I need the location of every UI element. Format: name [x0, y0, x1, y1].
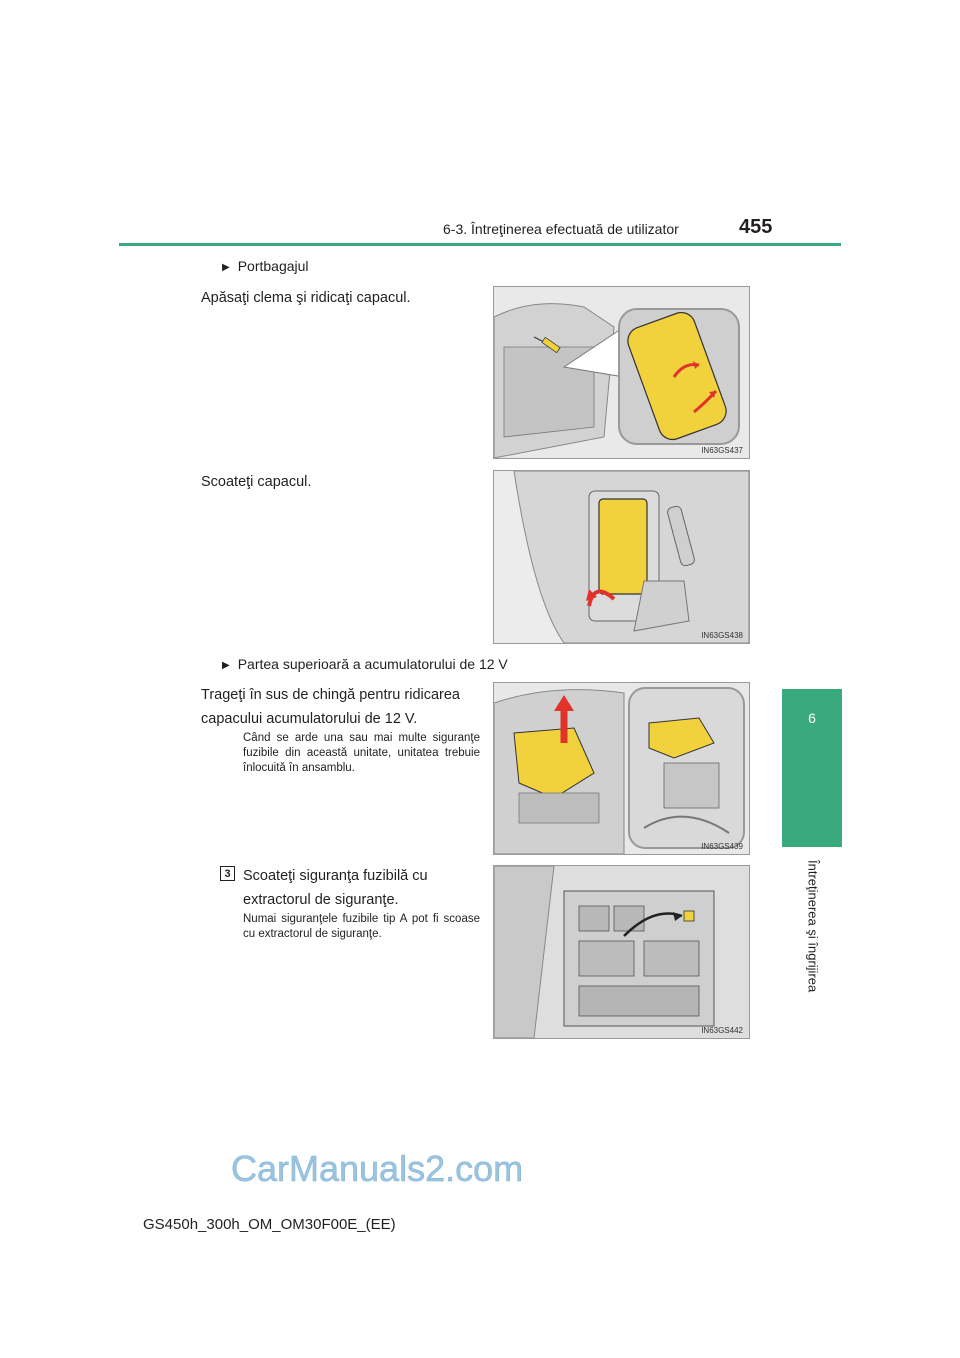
bullet-trunk: [222, 256, 309, 278]
step-press-clip: Apăsaţi clema şi ridicaţi capacul.: [201, 290, 411, 306]
remove-cover-illustration: [494, 471, 749, 643]
battery-cover-illustration: [494, 683, 749, 854]
figure-code: IN63GS437: [701, 446, 743, 455]
figure-code: IN63GS442: [701, 1026, 743, 1035]
figure-code: IN63GS439: [701, 842, 743, 851]
figure-fuse-box: [493, 865, 750, 1039]
bullet-trunk-label: Portbagajul: [237, 258, 309, 274]
figure-remove-cover: [493, 470, 750, 644]
figure-trunk-clip: [493, 286, 750, 459]
section-header: 6-3. Întreţinerea efectuată de utilizator: [443, 221, 679, 237]
bullet-battery-top-label: Partea superioară a acumulatorului de 12 V: [237, 656, 508, 672]
fuse-box-illustration: [494, 866, 749, 1038]
figure-code: IN63GS438: [701, 631, 743, 640]
page-number: 455: [739, 216, 773, 238]
note-pull-strap: Când se arde una sau mai multe siguranţe fuzibile din această unitate, unitatea trebuie înlocuită în ansamblu.: [243, 732, 480, 774]
watermark-text: CarManuals2.com: [231, 1148, 524, 1189]
bullet-triangle-icon: ▶: [222, 660, 230, 671]
step-pull-strap: Trageţi în sus de chingă pentru ridicarea capacului acumulatorului de 12 V.: [201, 687, 460, 727]
bullet-triangle-icon: ▶: [222, 262, 230, 273]
chapter-title: Întreţinerea şi îngrijirea: [805, 860, 821, 993]
watermark-logo: [231, 1147, 593, 1191]
note-remove-fuse: Numai siguranţele fuzibile tip A pot fi scoase cu extractorul de siguranţe.: [243, 913, 480, 940]
figure-battery-cover: [493, 682, 750, 855]
step-remove-fuse: Scoateţi siguranţa fuzibilă cu extractorul de siguranţe.: [243, 868, 428, 908]
document-code: GS450h_300h_OM_OM30F00E_(EE): [143, 1216, 396, 1233]
chapter-number: 6: [808, 710, 816, 726]
bullet-battery-top: [222, 654, 508, 676]
trunk-clip-illustration: [494, 287, 749, 458]
step-remove-cover: Scoateţi capacul.: [201, 474, 312, 490]
step-number: 3: [220, 866, 235, 881]
header-rule: [119, 243, 841, 246]
